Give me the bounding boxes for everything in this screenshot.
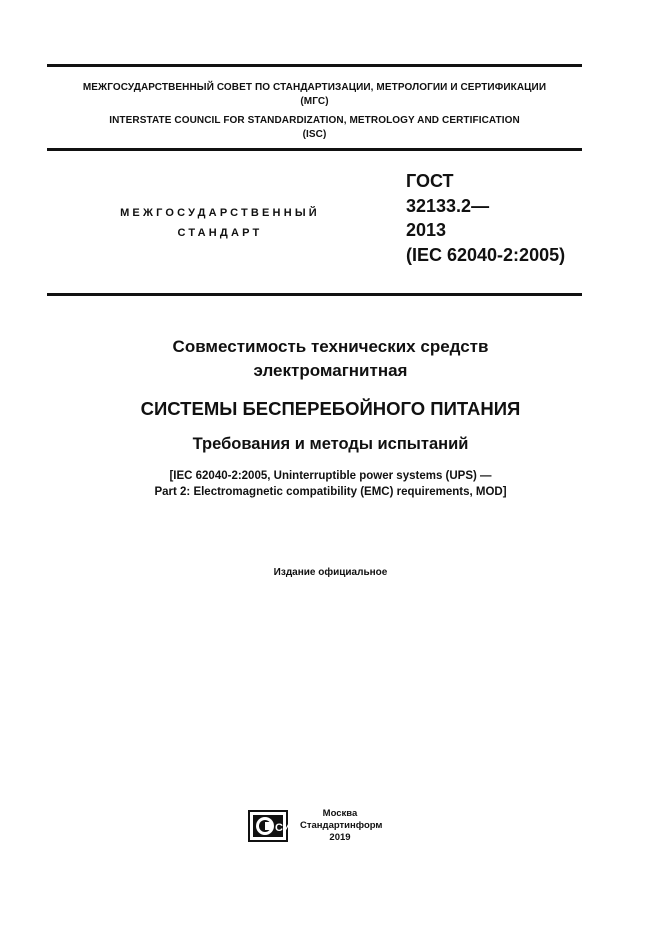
gost-year: 2013 [406, 220, 447, 240]
council-bottom-rule [47, 148, 582, 151]
standard-kind-line2: СТАНДАРТ [177, 227, 263, 239]
gost-designation [406, 169, 565, 267]
standartinform-logo [248, 810, 291, 842]
title-line2: электромагнитная [253, 361, 408, 380]
main-title: СИСТЕМЫ БЕСПЕРЕБОЙНОГО ПИТАНИЯ [140, 398, 521, 419]
title-line1: Совместимость технических средств [172, 337, 489, 356]
iec-reference-line2: Part 2: Electromagnetic compatibility (EMC) requirements, MOD] [154, 486, 507, 498]
imprint-city: Москва [322, 808, 358, 819]
gost-number: 32133.2— [406, 195, 490, 216]
top-rule [47, 64, 582, 67]
council-en-abbr: (ISC) [302, 129, 327, 140]
imprint-year: 2019 [329, 832, 351, 843]
standard-kind-line1: МЕЖГОСУДАРСТВЕННЫЙ [120, 207, 320, 219]
gost-label: ГОСТ [406, 171, 454, 191]
header-bottom-rule [47, 293, 582, 296]
logo-text: СИ [275, 822, 291, 834]
imprint [300, 808, 383, 844]
edition-label: Издание официальное [273, 567, 388, 578]
imprint-publisher: Стандартинформ [300, 820, 383, 831]
subtitle: Требования и методы испытаний [192, 435, 469, 453]
council-ru-line: МЕЖГОСУДАРСТВЕННЫЙ СОВЕТ ПО СТАНДАРТИЗАЦИИ, МЕТРОЛОГИИ И СЕРТИФИКАЦИИ [82, 82, 547, 93]
iec-reference-line1: [IEC 62040-2:2005, Uninterruptible power systems (UPS) — [169, 470, 492, 482]
council-ru-abbr: (МГС) [300, 96, 329, 107]
gost-iec-ref: (IEC 62040-2:2005) [406, 244, 566, 265]
council-en-line: INTERSTATE COUNCIL FOR STANDARDIZATION, METROLOGY AND CERTIFICATION [109, 115, 520, 126]
